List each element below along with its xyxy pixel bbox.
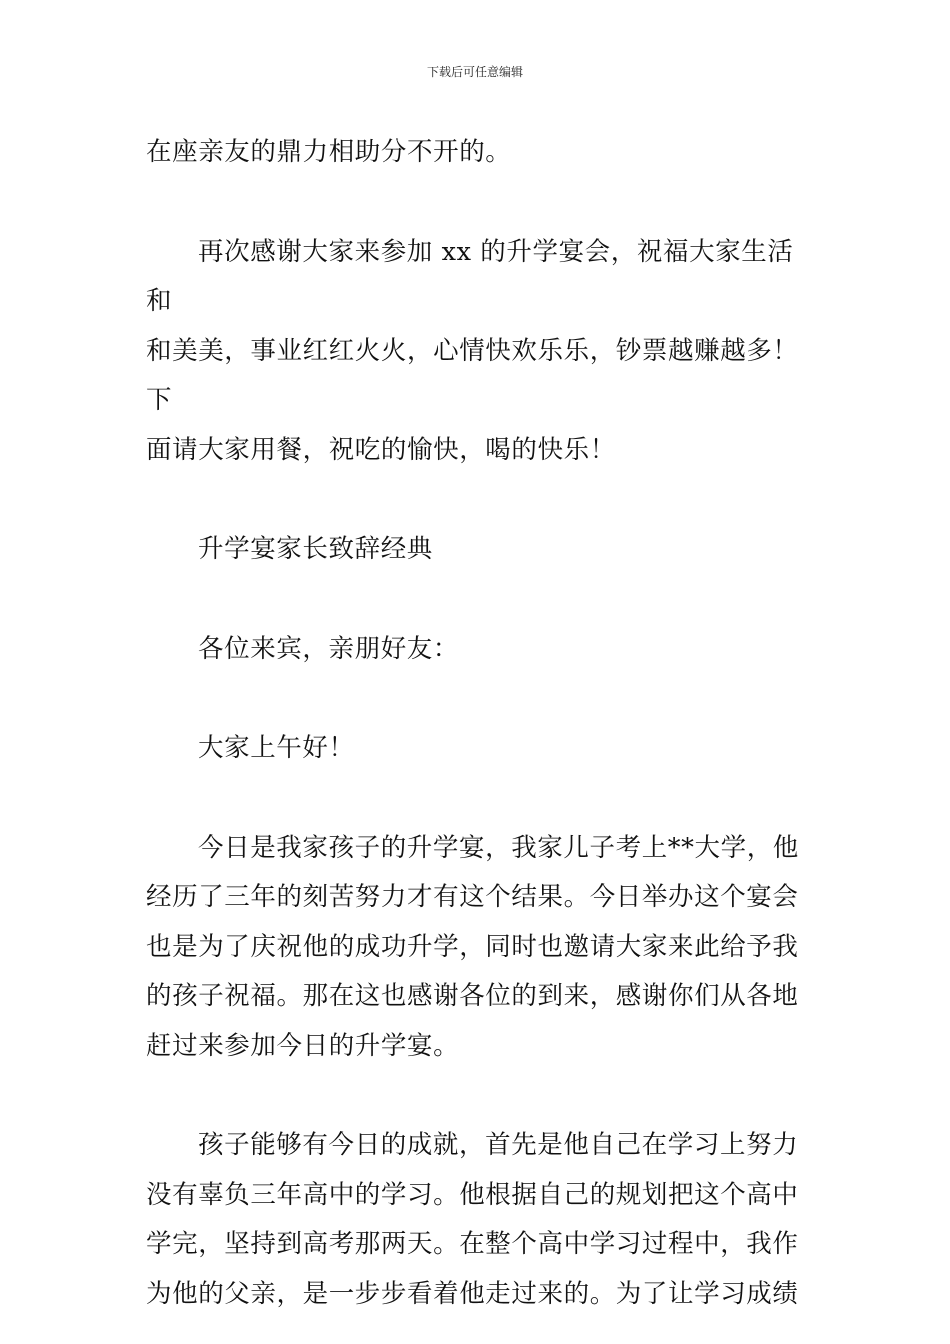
text-line: 升学宴家长致辞经典 [198,534,433,564]
document-body [146,128,806,1319]
paragraph-continuation [146,128,806,178]
paragraph-introduction [146,824,806,1072]
text-line: 再次感谢大家来参加 xx 的升学宴会，祝福大家生活和 [146,236,794,316]
text-line: 和美美，事业红红火火，心情快欢乐乐，钞票越赚越多！下 [146,335,799,415]
paragraph-gap [146,674,806,724]
text-line: 为他的父亲，是一步步看着他走过来的。为了让学习成绩 [146,1278,799,1309]
paragraph-gap [146,1071,806,1121]
text-line: 各位来宾，亲朋好友： [198,633,460,664]
paragraph-salutation [146,625,806,675]
text-line: 赶过来参加今日的升学宴。 [146,1030,460,1061]
page-header: 下载后可任意编辑 [426,65,523,79]
text-line: 学完，坚持到高考那两天。在整个高中学习过程中，我作 [146,1229,799,1259]
paragraph-gap [146,475,806,525]
paragraph-gap [146,774,806,824]
text-line: 没有辜负三年高中的学习。他根据自己的规划把这个高中 [146,1179,799,1210]
text-line: 经历了三年的刻苦努力才有这个结果。今日举办这个宴会 [146,882,799,912]
paragraph-gap [146,178,806,228]
text-line: 的孩子祝福。那在这也感谢各位的到来，感谢你们从各地 [146,981,799,1011]
text-line: 也是为了庆祝他的成功升学，同时也邀请大家来此给予我 [146,931,799,962]
paragraph-gap [146,575,806,625]
text-line: 在座亲友的鼎力相助分不开的。 [146,137,512,167]
text-line: 孩子能够有今日的成就，首先是他自己在学习上努力 [198,1130,799,1160]
text-line: 大家上午好！ [198,733,355,763]
paragraph-achievement [146,1121,806,1319]
section-heading [146,525,806,575]
text-line: 今日是我家孩子的升学宴，我家儿子考上**大学，他 [198,832,799,863]
text-line: 面请大家用餐，祝吃的愉快，喝的快乐！ [146,434,616,465]
paragraph-greeting [146,724,806,774]
paragraph-thanks [146,228,806,476]
